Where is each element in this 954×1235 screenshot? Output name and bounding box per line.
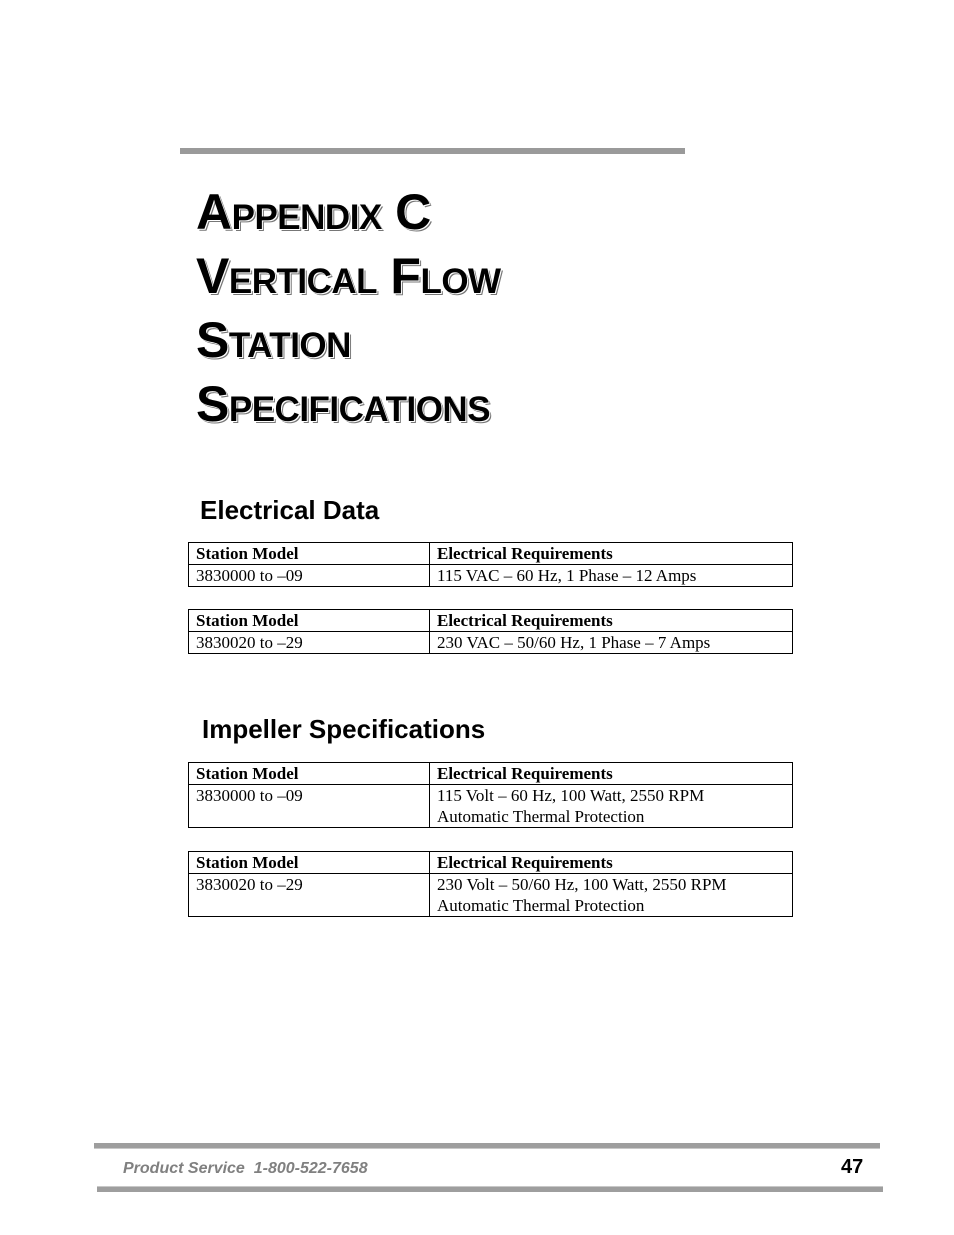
requirements-line: 115 Volt – 60 Hz, 100 Watt, 2550 RPM [437, 786, 705, 805]
table-row [189, 785, 793, 828]
product-service-footer: Product Service 1-800-522-7658 [123, 1160, 368, 1177]
electrical-data-heading: Electrical Data [200, 495, 380, 525]
column-header-station-model: Station Model [189, 610, 430, 632]
column-header-station-model: Station Model [189, 543, 430, 565]
column-header-electrical-requirements: Electrical Requirements [430, 852, 793, 874]
table-header-row [189, 610, 793, 632]
electrical-requirements-cell [430, 874, 793, 917]
impeller-table-2 [188, 851, 793, 917]
table-row [189, 565, 793, 587]
table-header-row [189, 852, 793, 874]
electrical-requirements-cell: 115 VAC – 60 Hz, 1 Phase – 12 Amps [430, 565, 793, 587]
column-header-electrical-requirements: Electrical Requirements [430, 543, 793, 565]
thermal-protection-line: Automatic Thermal Protection [437, 896, 645, 915]
table-header-row [189, 763, 793, 785]
column-header-station-model: Station Model [189, 852, 430, 874]
station-model-cell: 3830020 to –29 [189, 632, 430, 654]
title-line-4: Specifications [196, 376, 491, 432]
column-header-electrical-requirements: Electrical Requirements [430, 610, 793, 632]
table-header-row [189, 543, 793, 565]
electrical-requirements-cell: 230 VAC – 50/60 Hz, 1 Phase – 7 Amps [430, 632, 793, 654]
column-header-station-model: Station Model [189, 763, 430, 785]
station-model-cell: 3830000 to –09 [189, 785, 430, 828]
column-header-electrical-requirements: Electrical Requirements [430, 763, 793, 785]
station-model-cell: 3830000 to –09 [189, 565, 430, 587]
title-line-3: Station [196, 312, 351, 368]
thermal-protection-line: Automatic Thermal Protection [437, 807, 645, 826]
electrical-table-1 [188, 542, 793, 587]
top-rule [180, 148, 685, 154]
page-number: 47 [841, 1156, 864, 1178]
footer-rule-top [94, 1143, 880, 1149]
electrical-requirements-cell [430, 785, 793, 828]
station-model-cell: 3830020 to –29 [189, 874, 430, 917]
title-line-2: Vertical Flow [196, 248, 501, 304]
impeller-specifications-heading: Impeller Specifications [202, 714, 486, 744]
footer-rule-bottom [97, 1186, 883, 1192]
title-line-1: Appendix C [196, 184, 431, 240]
appendix-title [196, 180, 501, 436]
electrical-table-2 [188, 609, 793, 654]
table-row [189, 632, 793, 654]
table-row [189, 874, 793, 917]
impeller-table-1 [188, 762, 793, 828]
requirements-line: 230 Volt – 50/60 Hz, 100 Watt, 2550 RPM [437, 875, 727, 894]
